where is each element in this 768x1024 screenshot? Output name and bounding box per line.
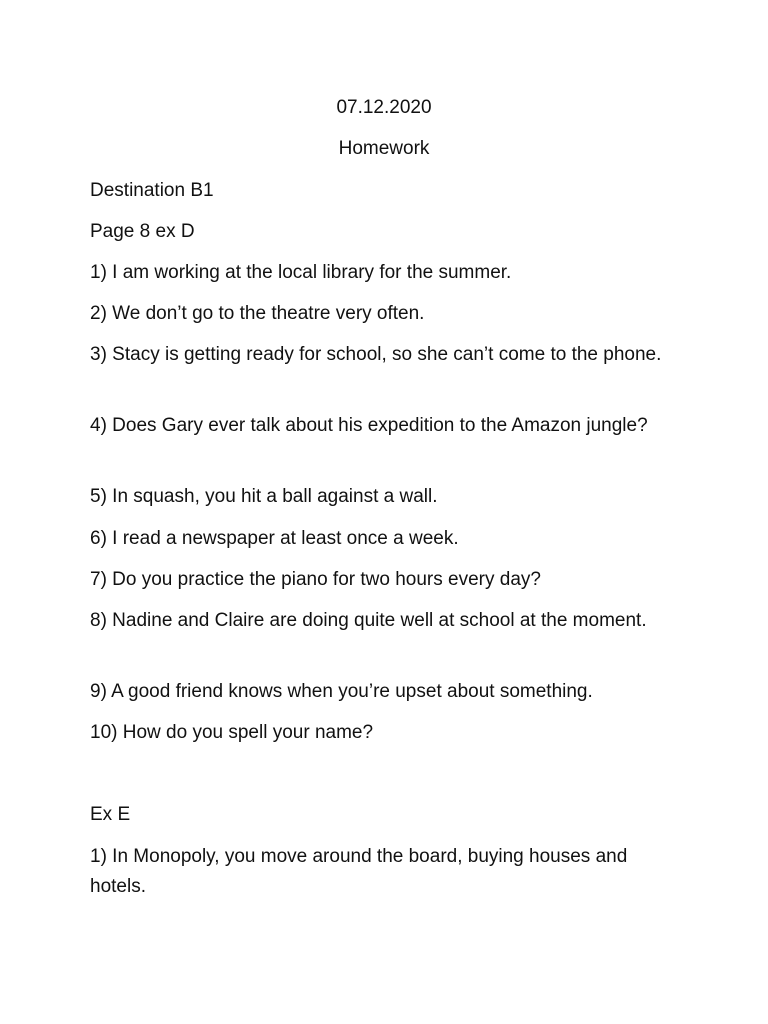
section-d-heading: Page 8 ex D	[90, 221, 195, 242]
exercise-d-item-7: 7) Do you practice the piano for two hours every day?	[90, 569, 541, 590]
exercise-d-item-9: 9) A good friend knows when you’re upset about something.	[90, 681, 593, 702]
date-heading: 07.12.2020	[336, 97, 432, 118]
exercise-d-item-1: 1) I am working at the local library for the summer.	[90, 262, 512, 283]
section-e-heading: Ex E	[90, 804, 131, 825]
exercise-e-item-1: 1) In Monopoly, you move around the board, buying houses and hotels.	[90, 846, 628, 897]
exercise-d-item-6: 6) I read a newspaper at least once a week.	[90, 528, 459, 549]
exercise-d-item-5: 5) In squash, you hit a ball against a wall.	[90, 486, 438, 507]
page-title: Homework	[338, 138, 430, 159]
book-title: Destination B1	[90, 180, 214, 201]
exercise-d-item-8: 8) Nadine and Claire are doing quite well at school at the moment.	[90, 610, 647, 631]
exercise-d-item-3: 3) Stacy is getting ready for school, so she can’t come to the phone.	[90, 344, 662, 365]
exercise-d-item-4: 4) Does Gary ever talk about his expedition to the Amazon jungle?	[90, 415, 648, 436]
exercise-d-item-2: 2) We don’t go to the theatre very often.	[90, 303, 425, 324]
exercise-d-item-10: 10) How do you spell your name?	[90, 722, 374, 743]
